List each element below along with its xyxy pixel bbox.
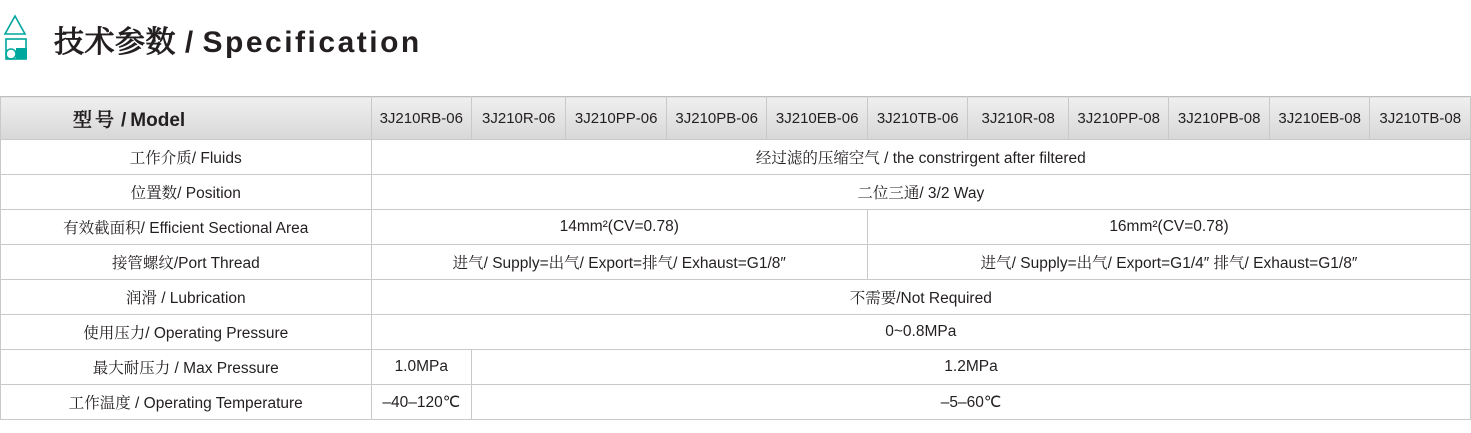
row-label-lubrication: 润滑 / Lubrication bbox=[1, 280, 372, 315]
model-column-header: 3J210TB-08 bbox=[1370, 97, 1471, 140]
table-row bbox=[1, 210, 1471, 245]
row-value-operating-temperature-rest: –5–60℃ bbox=[472, 385, 1471, 420]
page-title-sep: / bbox=[176, 26, 203, 59]
row-value-lubrication: 不需要/Not Required bbox=[371, 280, 1470, 315]
row-value-sectional-area-08: 16mm²(CV=0.78) bbox=[867, 210, 1470, 245]
table-row bbox=[1, 175, 1471, 210]
model-column-header: 3J210PB-08 bbox=[1169, 97, 1270, 140]
model-header-en: Model bbox=[130, 109, 186, 131]
specification-table bbox=[0, 96, 1471, 420]
row-label-operating-pressure: 使用压力/ Operating Pressure bbox=[1, 315, 372, 350]
row-label-max-pressure: 最大耐压力 / Max Pressure bbox=[1, 350, 372, 385]
table-row bbox=[1, 350, 1471, 385]
row-value-sectional-area-06: 14mm²(CV=0.78) bbox=[371, 210, 867, 245]
table-header-row bbox=[1, 97, 1471, 140]
row-value-port-thread-06: 进气/ Supply=出气/ Export=排气/ Exhaust=G1/8″ bbox=[371, 245, 867, 280]
table-row bbox=[1, 385, 1471, 420]
row-label-port-thread: 接管螺纹/Port Thread bbox=[1, 245, 372, 280]
table-row bbox=[1, 245, 1471, 280]
row-value-position: 二位三通/ 3/2 Way bbox=[371, 175, 1470, 210]
row-label-operating-temperature: 工作温度 / Operating Temperature bbox=[1, 385, 372, 420]
row-value-operating-temperature-rb06: –40–120℃ bbox=[371, 385, 472, 420]
model-column-header: 3J210TB-06 bbox=[867, 97, 968, 140]
row-label-sectional-area: 有效截面积/ Efficient Sectional Area bbox=[1, 210, 372, 245]
row-value-port-thread-08: 进气/ Supply=出气/ Export=G1/4″ 排气/ Exhaust=G1/8″ bbox=[867, 245, 1470, 280]
model-column-header: 3J210PP-06 bbox=[566, 97, 667, 140]
model-column-header: 3J210PP-08 bbox=[1068, 97, 1169, 140]
row-label-position: 位置数/ Position bbox=[1, 175, 372, 210]
page-header bbox=[0, 0, 1471, 78]
model-header-sep: / bbox=[121, 109, 127, 131]
page-title-en: Specification bbox=[202, 26, 422, 59]
model-column-header: 3J210PB-06 bbox=[666, 97, 767, 140]
model-column-header: 3J210RB-06 bbox=[371, 97, 472, 140]
model-column-header: 3J210R-08 bbox=[968, 97, 1069, 140]
table-row bbox=[1, 140, 1471, 175]
table-row bbox=[1, 315, 1471, 350]
row-value-max-pressure-rest: 1.2MPa bbox=[472, 350, 1471, 385]
model-header-label bbox=[1, 97, 372, 140]
row-label-fluids: 工作介质/ Fluids bbox=[1, 140, 372, 175]
row-value-operating-pressure: 0~0.8MPa bbox=[371, 315, 1470, 350]
model-header-cn: 型号 bbox=[73, 109, 118, 131]
page-title bbox=[54, 17, 422, 61]
model-column-header: 3J210EB-06 bbox=[767, 97, 868, 140]
model-column-header: 3J210R-06 bbox=[472, 97, 566, 140]
row-value-max-pressure-rb06: 1.0MPa bbox=[371, 350, 472, 385]
spec-logo-icon bbox=[4, 14, 50, 64]
page-title-cn: 技术参数 bbox=[54, 26, 176, 59]
table-row bbox=[1, 280, 1471, 315]
row-value-fluids: 经过滤的压缩空气 / the constrirgent after filtered bbox=[371, 140, 1470, 175]
model-column-header: 3J210EB-08 bbox=[1269, 97, 1370, 140]
